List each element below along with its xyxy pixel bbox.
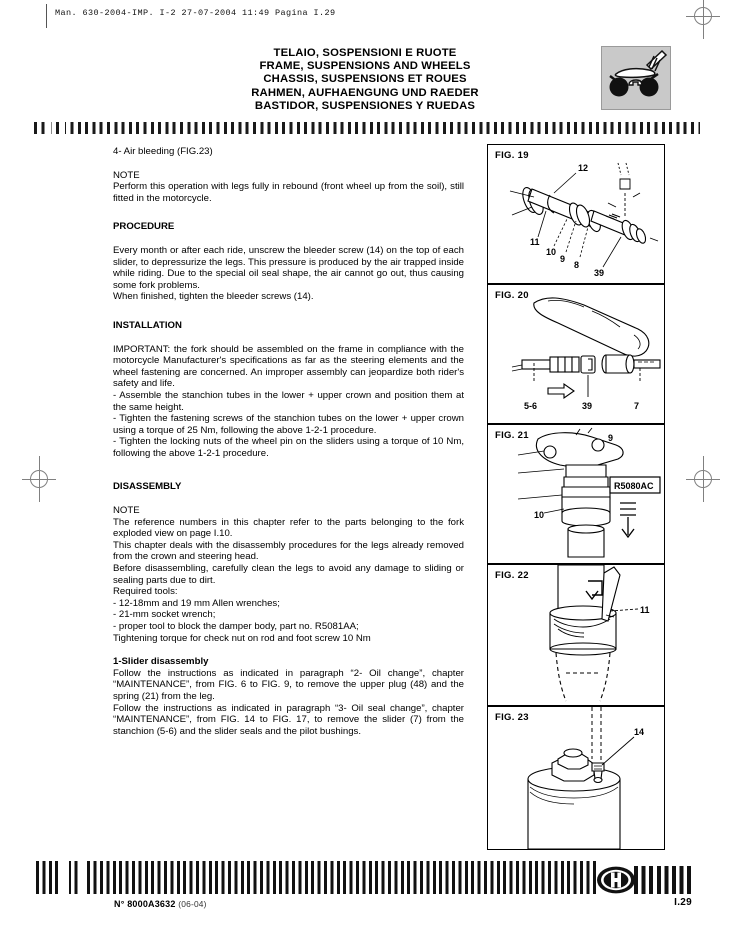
- registration-mark-left: [22, 462, 56, 496]
- figure-20-callout-7: 7: [634, 401, 640, 411]
- registration-mark-top-right: [686, 0, 720, 33]
- air-bleeding-note-text: Perform this operation with legs fully in rebound (front wheel up from the soil), still fitted in the motorcycle.: [113, 181, 464, 204]
- body-column: [113, 146, 464, 737]
- required-tool-2: - 21-mm socket wrench;: [113, 609, 216, 621]
- print-header-bar: [46, 4, 692, 28]
- title-line-english: FRAME, SUSPENSIONS AND WHEELS: [259, 60, 471, 73]
- title-line-french: CHASSIS, SUSPENSIONS ET ROUES: [263, 73, 467, 86]
- required-tools-label: Required tools:: [113, 586, 178, 598]
- air-bleeding-note-label: NOTE: [113, 169, 140, 181]
- registration-mark-right: [686, 462, 720, 496]
- print-header-text: Man. 630-2004-IMP. I-2 27-07-2004 11:49 Pagina I.29: [55, 8, 336, 18]
- slider-paragraph-1: Follow the instructions as indicated in paragraph “2- Oil change”, chapter “MAINTENANCE”, from FIG. 6 to FIG. 9, to remove the upper plug (48) and the spring (21) from the leg.: [113, 667, 464, 702]
- slider-disassembly-heading: 1-Slider disassembly: [113, 656, 209, 668]
- footer-part-number: [114, 899, 207, 909]
- part-number-revision: (06-04): [178, 899, 207, 909]
- tightening-torque-note: Tightening torque for check nut on rod and foot screw 10 Nm: [113, 632, 371, 644]
- disassembly-note-label: NOTE: [113, 505, 140, 517]
- figure-22: [487, 564, 665, 706]
- figure-19-callout-10: 10: [546, 247, 557, 257]
- figure-19: [487, 144, 665, 284]
- figure-19-callout-11: 11: [530, 237, 540, 247]
- figure-20: [487, 284, 665, 424]
- figure-19-callout-12: 12: [578, 163, 589, 173]
- title-line-italian: TELAIO, SOSPENSIONI E RUOTE: [273, 47, 457, 59]
- page-number: I.29: [674, 897, 692, 908]
- motorcycle-suspension-icon: [601, 46, 671, 110]
- figure-23-callout-14: 14: [634, 727, 645, 737]
- required-tool-1: - 12-18mm and 19 mm Allen wrenches;: [113, 597, 280, 609]
- figure-23: [487, 706, 665, 850]
- figure-19-callout-8: 8: [574, 260, 580, 270]
- figure-20-callout-39: 39: [582, 401, 593, 411]
- title-line-german: RAHMEN, AUFHAENGUNG UND RAEDER: [251, 86, 479, 99]
- footer-stripe-left: [36, 861, 596, 894]
- figure-21-label: FIG. 21: [495, 430, 529, 441]
- figure-21-callout-10: 10: [534, 510, 545, 520]
- procedure-paragraph-1: Every month or after each ride, unscrew the bleeder screw (14) on the top of each slider, to depressurize the legs. This pressure is produced by the air trapped inside while riding. Due to the special oil seal shape, the air cannot go out, thus causing some fork problems.: [113, 244, 464, 291]
- installation-paragraph-1: IMPORTANT: the fork should be assembled on the frame in compliance with the motorcycle Manufacturer's specifications as far as the steering elements and the wheel fastening are concerned. An improper assembly can jeopardize both rider's safety and life.: [113, 343, 464, 390]
- figure-22-callout-11: 11: [640, 605, 650, 615]
- figure-22-label: FIG. 22: [495, 570, 529, 581]
- installation-heading: INSTALLATION: [113, 319, 182, 331]
- page-title: [150, 47, 580, 113]
- part-number-value: N° 8000A3632: [114, 899, 176, 909]
- installation-paragraph-2: - Assemble the stanchion tubes in the lower + upper crown and position them at the same height.: [113, 389, 464, 413]
- required-tool-3: - proper tool to block the damper body, part no. R5081AA;: [113, 621, 359, 632]
- figure-19-callout-9: 9: [560, 254, 566, 264]
- disassembly-paragraph-2: This chapter deals with the disassembly procedures for the legs already removed from the crown and steering head.: [113, 539, 464, 563]
- installation-paragraph-3: - Tighten the fastening screws of the stanchion tubes on the lower + upper crown using a torque of 25 Nm, following the above 1-2-1 procedure.: [113, 413, 464, 436]
- disassembly-paragraph-1: The reference numbers in this chapter refer to the parts belonging to the fork exploded view on page I.10.: [113, 516, 464, 540]
- figure-21-box-label: R5080AC: [614, 481, 654, 491]
- figure-19-label: FIG. 19: [495, 150, 529, 161]
- figure-21-callout-9: 9: [608, 433, 614, 443]
- procedure-paragraph-2: When finished, tighten the bleeder screws (14).: [113, 291, 314, 303]
- disassembly-paragraph-3: Before disassembling, carefully clean the legs to avoid any damage to sliding or sealing parts due to dirt.: [113, 563, 464, 586]
- title-line-spanish: BASTIDOR, SUSPENSIONES Y RUEDAS: [254, 99, 476, 112]
- air-bleeding-heading: 4- Air bleeding (FIG.23): [113, 146, 213, 157]
- slider-paragraph-2: Follow the instructions as indicated in paragraph “3- Oil seal change”, chapter “MAINTENANCE”, from FIG. 14 to FIG. 17, to remove the slider (7) from the stanchion (5-6) and the slider seals and the pilot bushings.: [113, 702, 464, 737]
- figure-23-label: FIG. 23: [495, 712, 529, 723]
- footer-stripe-right: [634, 866, 694, 894]
- installation-paragraph-4: - Tighten the locking nuts of the wheel pin on the sliders using a torque of 10 Nm, following the above 1-2-1 procedure.: [113, 436, 464, 459]
- figure-20-label: FIG. 20: [495, 290, 529, 301]
- section-divider: [34, 122, 700, 134]
- husqvarna-h-logo: [596, 866, 636, 899]
- disassembly-heading: DISASSEMBLY: [113, 481, 182, 493]
- figure-20-callout-5-6: 5-6: [524, 401, 538, 411]
- procedure-heading: PROCEDURE: [113, 221, 175, 233]
- figure-21: [487, 424, 665, 564]
- figure-19-callout-39: 39: [594, 268, 605, 278]
